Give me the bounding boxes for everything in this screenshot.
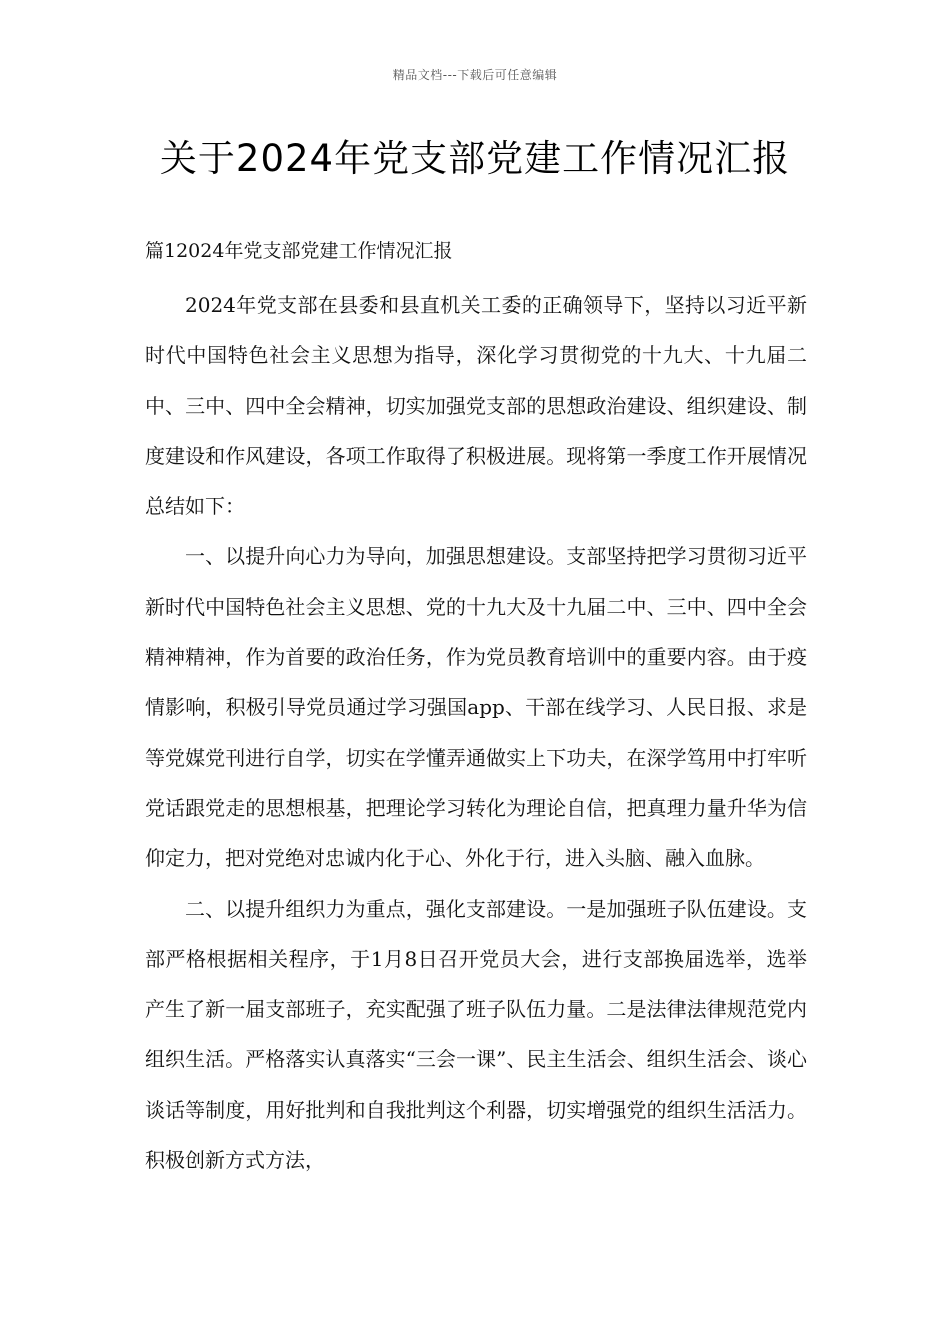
section-subheading: 篇12024年党支部党建工作情况汇报 xyxy=(145,240,453,262)
paragraph-ideological-building: 一、以提升向心力为导向，加强思想建设。支部坚持把学习贯彻习近平新时代中国特色社会主义思想、党的十九大及十九届二中、三中、四中全会精神精神，作为首要的政治任务，作为党员教育培训中的重要内容。由于疫情影响，积极引导党员通过学习强国app、干部在线学习、人民日报、求是等党媒党刊进行自学，切实在学懂弄通做实上下功夫，在深学笃用中打牢听党话跟党走的思想根基，把理论学习转化为理论自信，把真理力量升华为信仰定力，把对党绝对忠诚内化于心、外化于行，进入头脑、融入血脉。 xyxy=(145,544,807,871)
document-title: 关于2024年党支部党建工作情况汇报 xyxy=(159,137,791,180)
paragraph-organizational-building: 二、以提升组织力为重点，强化支部建设。一是加强班子队伍建设。支部严格根据相关程序，于1月8日召开党员大会，进行支部换届选举，选举产生了新一届支部班子，充实配强了班子队伍力量。二是法律法律规范党内组织生活。严格落实认真落实“三会一课”、民主生活会、组织生活会、谈心谈话等制度，用好批判和自我批判这个利器，切实增强党的组织生活活力。积极创新方式方法， xyxy=(145,896,807,1173)
document-body xyxy=(145,230,807,1185)
header-note: 精品文档---下载后可任意编辑 xyxy=(392,68,558,82)
paragraph-intro: 2024年党支部在县委和县直机关工委的正确领导下，坚持以习近平新时代中国特色社会主义思想为指导，深化学习贯彻党的十九大、十九届二中、三中、四中全会精神，切实加强党支部的思想政治建设、组织建设、制度建设和作风建设，各项工作取得了积极进展。现将第一季度工作开展情况总结如下： xyxy=(145,293,807,519)
